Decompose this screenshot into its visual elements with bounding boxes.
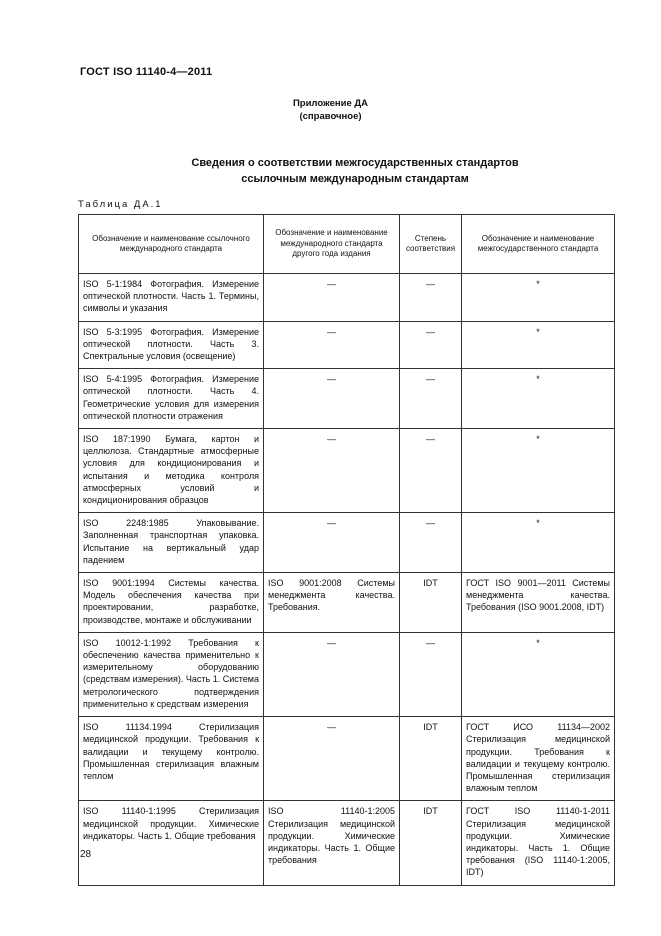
cell-interstate-standard: * (462, 369, 615, 429)
cell-ref-standard: ISO 11134.1994 Стерилизация медицинской продукции. Требования к валидации и текущему контролю. Промышленная стерилизация влажным теплом (79, 717, 264, 801)
cell-other-edition: — (264, 513, 400, 573)
cell-ref-standard: ISO 5-1:1984 Фотография. Измерение оптической плотности. Часть 1. Термины, символы и указания (79, 274, 264, 322)
cell-interstate-standard: ГОСТ ISO 9001—2011 Системы менеджмента качества. Требования (ISO 9001.2008, IDT) (462, 573, 615, 633)
cell-degree: IDT (400, 573, 462, 633)
cell-ref-standard: ISO 11140-1:1995 Стерилизация медицинской продукции. Химические индикаторы. Часть 1. Общие требования (79, 801, 264, 885)
table-row (79, 429, 615, 513)
cell-other-edition: ISO 11140-1:2005 Стерилизация медицинской продукции. Химические индикаторы. Часть 1. Общие требования (264, 801, 400, 885)
header-other-edition: Обозначение и наименование международного стандарта другого года издания (264, 215, 400, 274)
cell-interstate-standard: ГОСТ ИСО 11134—2002 Стерилизация медицинской продукции. Требования к валидации и текущему контролю. Промышленная стерилизация влажным теплом (462, 717, 615, 801)
header-interstate-standard: Обозначение и наименование межгосударственного стандарта (462, 215, 615, 274)
table-row (79, 632, 615, 716)
appendix-subtitle: (справочное) (299, 111, 362, 122)
cell-degree: — (400, 321, 462, 369)
cell-interstate-standard: * (462, 274, 615, 322)
table-row (79, 717, 615, 801)
header-degree: Степень соответствия (400, 215, 462, 274)
cell-interstate-standard: * (462, 513, 615, 573)
correspondence-table (78, 214, 615, 886)
table-row (79, 274, 615, 322)
table-row (79, 573, 615, 633)
section-title (120, 155, 590, 187)
table-header-row (79, 215, 615, 274)
cell-other-edition: — (264, 717, 400, 801)
appendix-heading (0, 97, 661, 123)
cell-interstate-standard: * (462, 321, 615, 369)
cell-other-edition: — (264, 369, 400, 429)
document-header: ГОСТ ISO 11140-4—2011 (80, 66, 213, 78)
appendix-title: Приложение ДА (292, 98, 369, 109)
cell-ref-standard: ISO 2248:1985 Упаковывание. Заполненная транспортная упаковка. Испытание на вертикальный удар падением (79, 513, 264, 573)
cell-ref-standard: ISO 5-4:1995 Фотография. Измерение оптической плотности. Часть 4. Геометрические условия для измерения оптической плотности отражения (79, 369, 264, 429)
cell-degree: — (400, 369, 462, 429)
table-row (79, 801, 615, 885)
page-number: 28 (80, 849, 92, 860)
cell-degree: — (400, 632, 462, 716)
cell-other-edition: — (264, 632, 400, 716)
table-row (79, 513, 615, 573)
cell-degree: — (400, 429, 462, 513)
cell-other-edition: — (264, 321, 400, 369)
cell-interstate-standard: * (462, 632, 615, 716)
cell-other-edition: — (264, 429, 400, 513)
cell-interstate-standard: * (462, 429, 615, 513)
cell-degree: IDT (400, 801, 462, 885)
cell-other-edition: ISO 9001:2008 Системы менеджмента качества. Требования. (264, 573, 400, 633)
section-title-line2: ссылочным международным стандартам (241, 173, 469, 185)
cell-degree: — (400, 274, 462, 322)
table-row (79, 321, 615, 369)
cell-interstate-standard: ГОСТ ISO 11140-1-2011 Стерилизация медицинской продукции. Химические индикаторы. Часть 1. Общие требования (ISO 11140-1:2005, IDT) (462, 801, 615, 885)
section-title-line1: Сведения о соответствии межгосударственных стандартов (191, 157, 519, 169)
cell-other-edition: — (264, 274, 400, 322)
header-ref-standard: Обозначение и наименование ссылочного международного стандарта (79, 215, 264, 274)
cell-ref-standard: ISO 187:1990 Бумага, картон и целлюлоза. Стандартные атмосферные условия для кондиционирования и испытания и методика контроля атмосферных условий и кондиционирования образцов (79, 429, 264, 513)
cell-ref-standard: ISO 10012-1:1992 Требования к обеспечению качества применительно к измерительному оборудованию (средствам измерения). Часть 1. Система метрологического подтверждения применительно к средствам измерения (79, 632, 264, 716)
table-row (79, 369, 615, 429)
cell-degree: — (400, 513, 462, 573)
table-label: Таблица ДА.1 (78, 199, 163, 210)
cell-ref-standard: ISO 9001:1994 Системы качества. Модель обеспечения качества при проектировании, разработке, производстве, монтаже и обслуживании (79, 573, 264, 633)
cell-degree: IDT (400, 717, 462, 801)
cell-ref-standard: ISO 5-3:1995 Фотография. Измерение оптической плотности. Часть 3. Спектральные условия (освещение) (79, 321, 264, 369)
